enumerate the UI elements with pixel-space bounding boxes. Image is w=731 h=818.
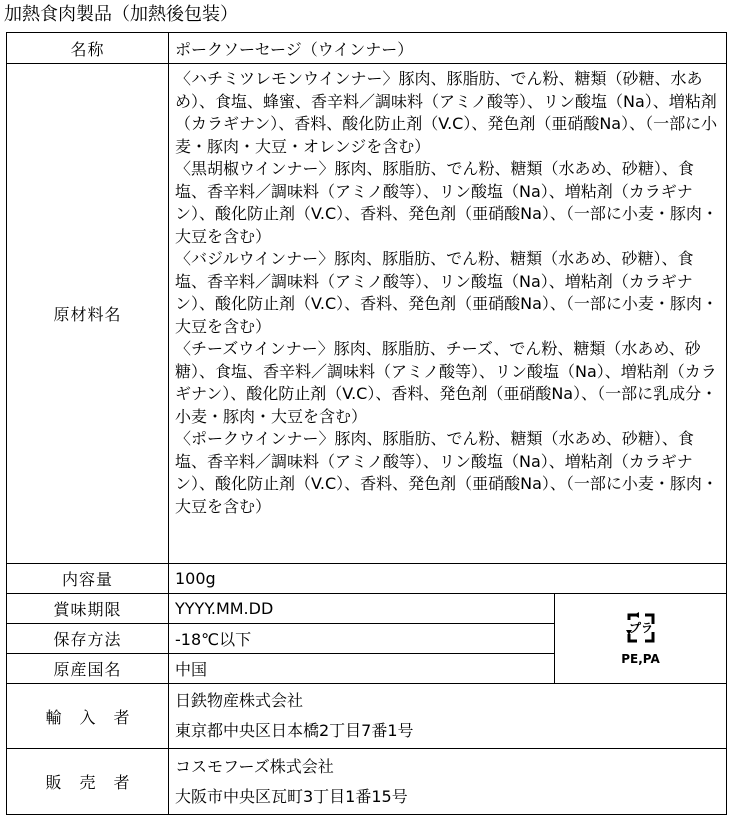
seller-value (169, 749, 727, 815)
ingredient-paragraph: 〈バジルウインナー〉豚肉、豚脂肪、でん粉、糖類（水あめ、砂糖）、食塩、香辛料／調味料（アミノ酸等）、リン酸塩（Na）、増粘剤（カラギナン）、酸化防止剤（V.C）、香料、発色剤（亜硝酸Na）、（一部に小麦・豚肉・大豆を含む） (175, 249, 718, 336)
origin-value: 中国 (169, 654, 555, 684)
best-before-value: YYYY.MM.DD (169, 594, 555, 624)
storage-value: -18℃以下 (169, 624, 555, 654)
storage-label: 保存方法 (7, 624, 169, 654)
ingredient-paragraph: 〈ポークウインナー〉豚肉、豚脂肪、でん粉、糖類（水あめ、砂糖）、食塩、香辛料／調味料（アミノ酸等）、リン酸塩（Na）、増粘剤（カラギナン）、酸化防止剤（V.C）、香料、発色剤（亜硝酸Na）、（一部に小麦・豚肉・大豆を含む） (175, 429, 718, 516)
document-title: 加熱食肉製品（加熱後包装） (4, 4, 238, 25)
origin-label: 原産国名 (7, 654, 169, 684)
name-label: 名称 (7, 33, 169, 64)
ingredient-paragraph: 〈チーズウインナー〉豚肉、豚脂肪、チーズ、でん粉、糖類（水あめ、砂糖）、食塩、香辛料／調味料（アミノ酸等）、リン酸塩（Na）、増粘剤（カラギナン）、酸化防止剤（V.C）、香料、発色剤（亜硝酸Na）、（一部に乳成分・小麦・豚肉・大豆を含む） (175, 339, 718, 426)
row-seller (7, 749, 727, 815)
recycle-material-code: PE,PA (621, 652, 660, 666)
seller-label: 販売者 (7, 749, 169, 815)
seller-company: コスモフーズ株式会社 (175, 756, 334, 776)
recycle-mark-cell (555, 594, 727, 684)
ingredients-label: 原材料名 (7, 64, 169, 564)
pla-recycle-icon (623, 610, 659, 646)
importer-address: 東京都中央区日本橋2丁目7番1号 (175, 721, 414, 740)
row-best-before (7, 594, 727, 624)
best-before-label: 賞味期限 (7, 594, 169, 624)
row-ingredients (7, 64, 727, 564)
content-value: 100g (169, 564, 727, 594)
recycle-mark-text: プラ (628, 621, 653, 635)
row-importer (7, 684, 727, 749)
seller-address: 大阪市中央区瓦町3丁目1番15号 (175, 786, 408, 806)
content-label: 内容量 (7, 564, 169, 594)
importer-label: 輸入者 (7, 684, 169, 749)
row-name (7, 33, 727, 64)
food-label-table (6, 32, 727, 815)
name-value: ポークソーセージ（ウインナー） (169, 33, 727, 64)
ingredient-paragraph: 〈ハチミツレモンウインナー〉豚肉、豚脂肪、でん粉、糖類（砂糖、水あめ）、食塩、蜂蜜、香辛料／調味料（アミノ酸等）、リン酸塩（Na）、増粘剤（カラギナン）、香料、酸化防止剤（V.C）、発色剤（亜硝酸Na）、（一部に小麦・豚肉・大豆・オレンジを含む） (175, 69, 718, 156)
ingredient-paragraph: 〈黒胡椒ウインナー〉豚肉、豚脂肪、でん粉、糖類（水あめ、砂糖）、食塩、香辛料／調味料（アミノ酸等）、リン酸塩（Na）、増粘剤（カラギナン）、酸化防止剤（V.C）、香料、発色剤（亜硝酸Na）、（一部に小麦・豚肉・大豆を含む） (175, 159, 718, 246)
ingredients-value (169, 64, 727, 564)
importer-company: 日鉄物産株式会社 (175, 691, 304, 710)
importer-value (169, 684, 727, 749)
row-content (7, 564, 727, 594)
